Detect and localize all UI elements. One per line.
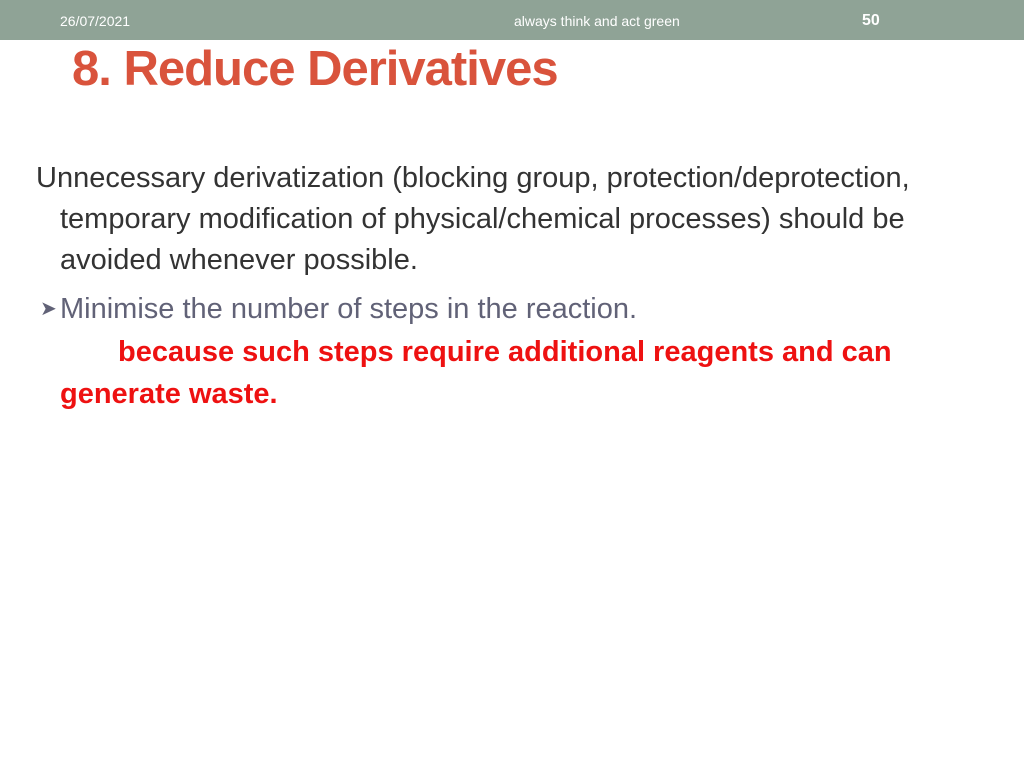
bullet-item bbox=[36, 289, 976, 329]
emphasis-note: because such steps require additional reagents and can generate waste. bbox=[60, 336, 892, 410]
slide-footer-text: always think and act green bbox=[514, 13, 680, 29]
slide-title: 8. Reduce Derivatives bbox=[72, 42, 558, 96]
body-paragraph: Unnecessary derivatization (blocking group, protection/deprotection, temporary modification of physical/chemical processes) should be avoided whenever possible. bbox=[36, 162, 910, 276]
slide-body bbox=[36, 158, 976, 415]
header-bar bbox=[0, 0, 1024, 40]
arrow-bullet-icon: ➤ bbox=[40, 298, 57, 320]
slide-date: 26/07/2021 bbox=[60, 13, 131, 29]
slide-number: 50 bbox=[862, 12, 880, 29]
bullet-text: Minimise the number of steps in the reaction. bbox=[60, 293, 638, 325]
